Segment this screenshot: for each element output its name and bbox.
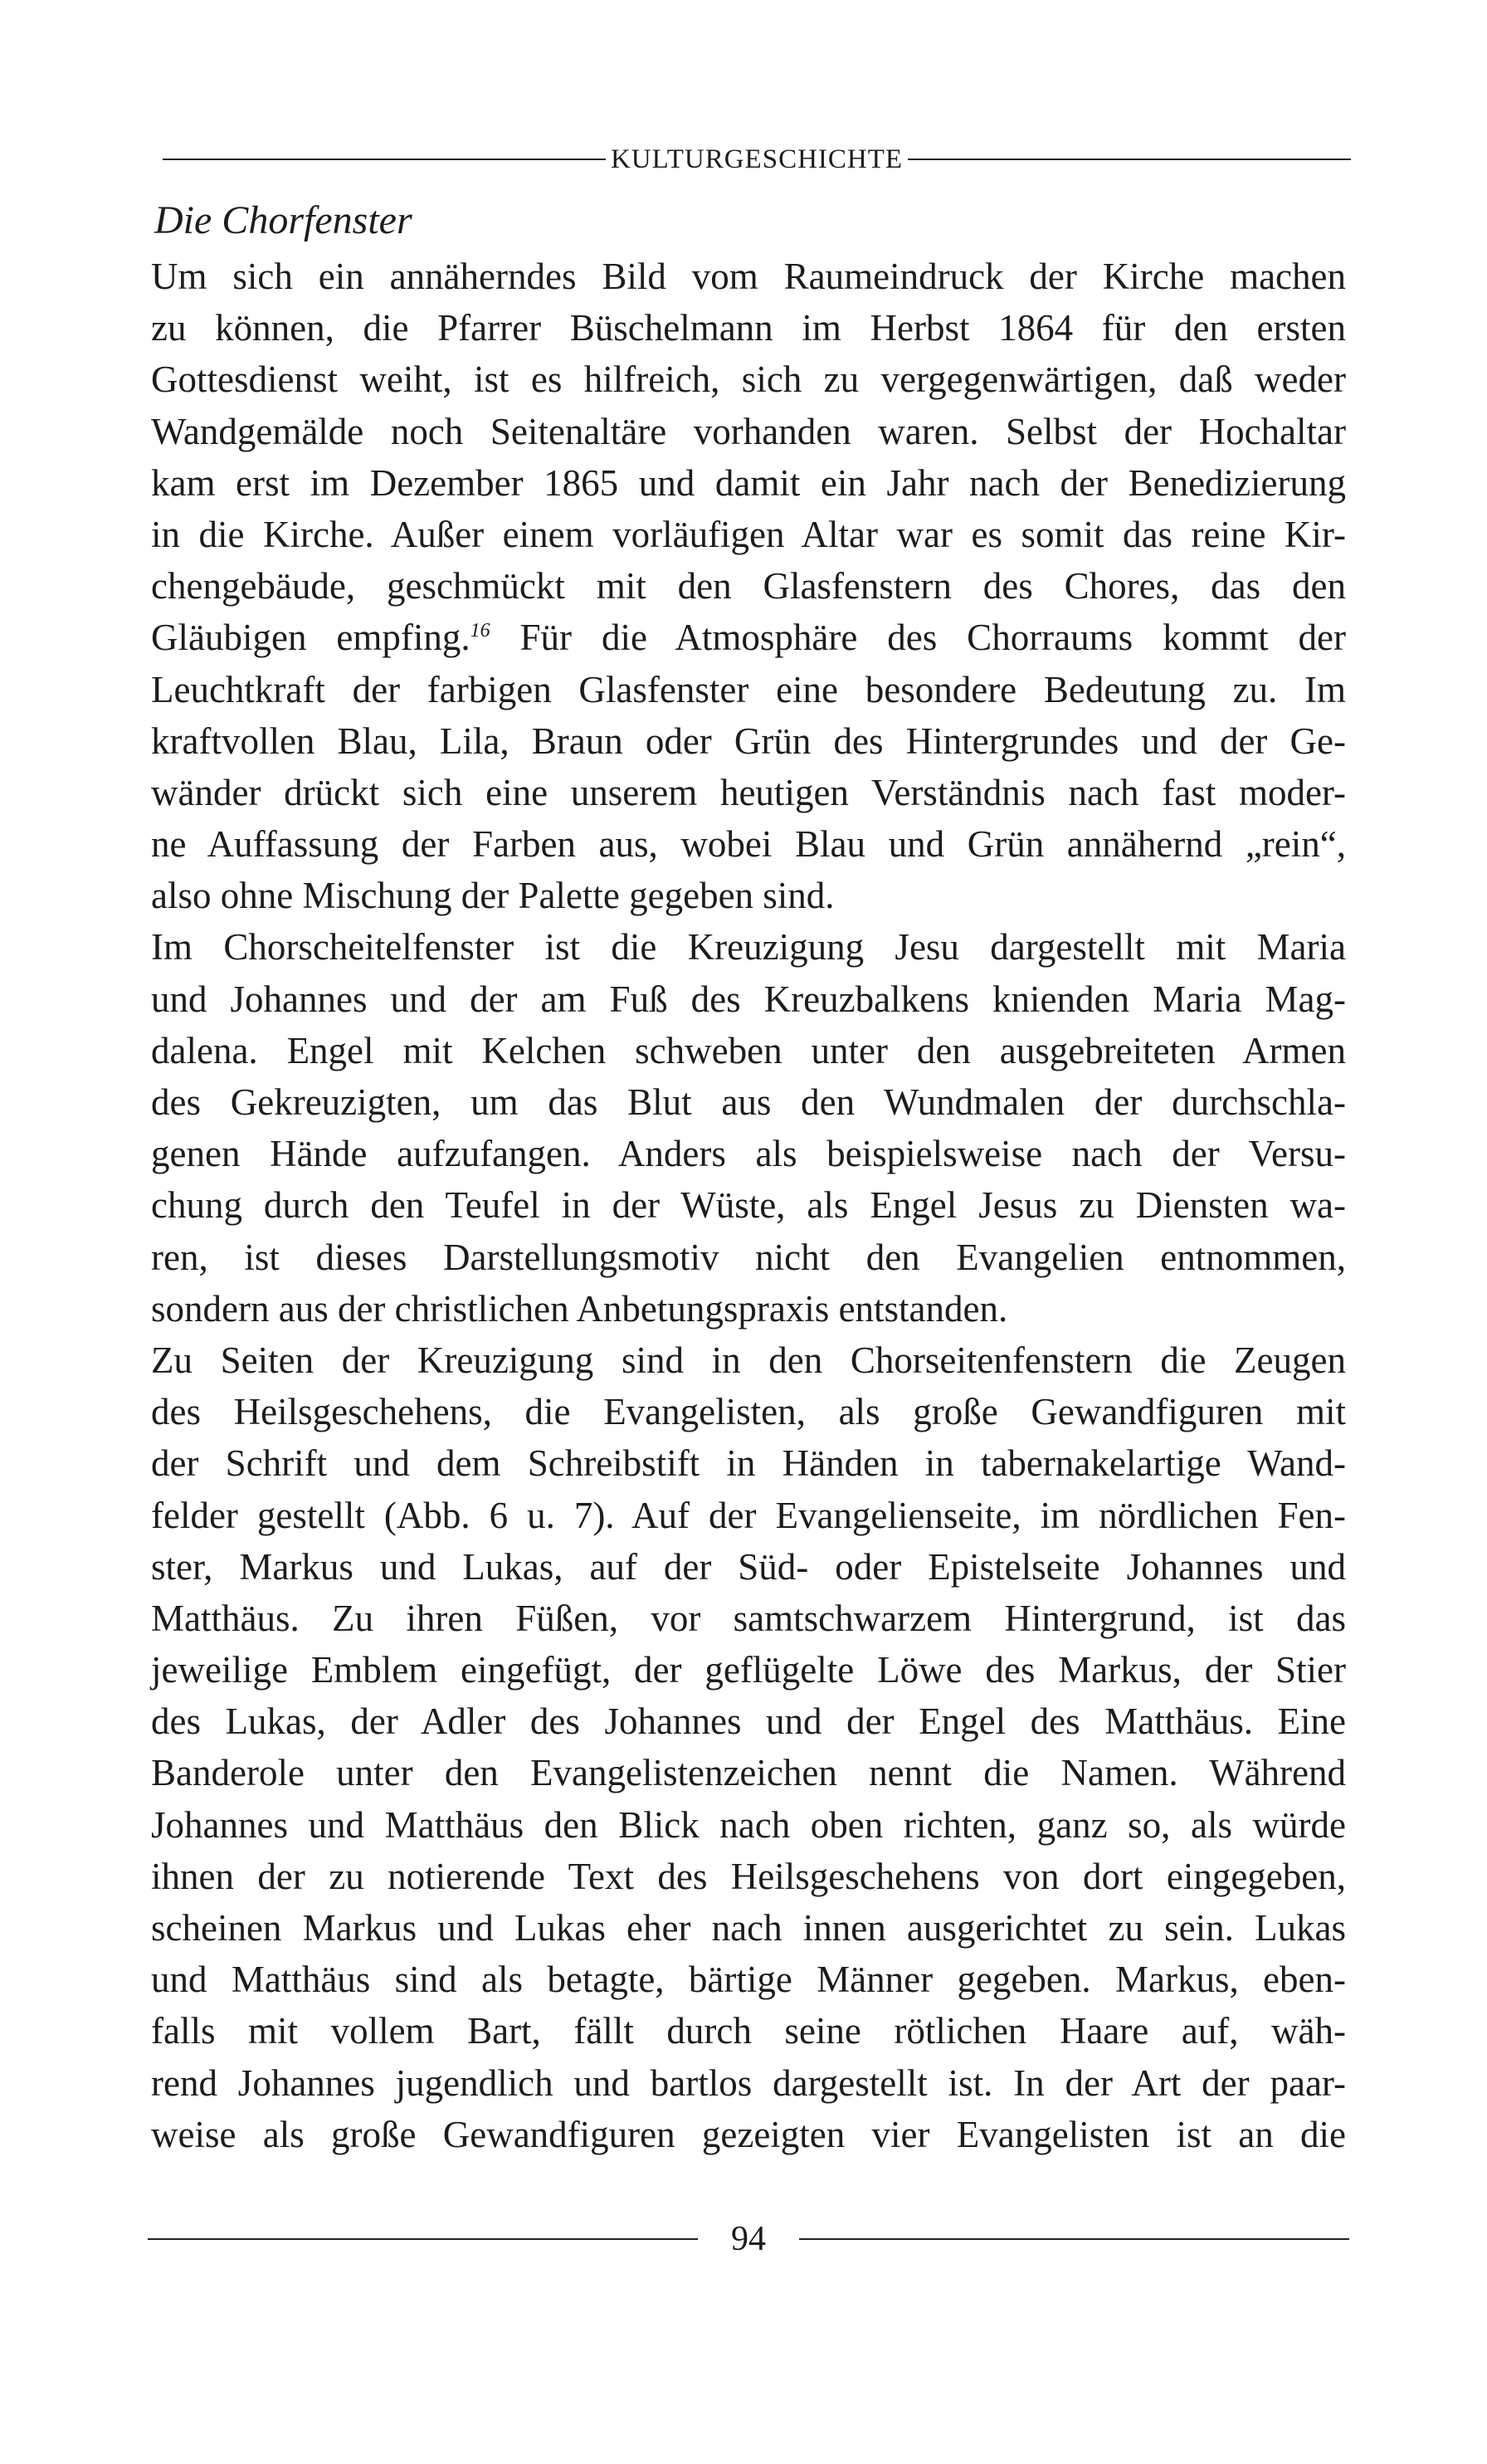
text-line: falls mit vollem Bart, fällt durch seine rötlichen Haare auf, wäh-: [151, 2010, 1346, 2052]
text-line: wänder drückt sich eine unserem heutigen Verständnis nach fast moder-: [151, 771, 1346, 813]
text-line: kraftvollen Blau, Lila, Braun oder Grün des Hintergrundes und der Ge-: [151, 720, 1346, 762]
text-line: rend Johannes jugendlich und bartlos dargestellt ist. In der Art der paar-: [151, 2061, 1346, 2104]
running-title: KULTURGESCHICHTE: [610, 144, 904, 174]
text-line: ihnen der zu notierende Text des Heilsgeschehens von dort eingegeben,: [151, 1855, 1346, 1897]
text-line: Banderole unter den Evangelistenzeichen nennt die Namen. Während: [151, 1752, 1346, 1794]
text-line: Zu Seiten der Kreuzigung sind in den Chorseitenfenstern die Zeugen: [151, 1339, 1346, 1381]
text-line: also ohne Mischung der Palette gegeben sind.: [151, 875, 835, 917]
text-line: dalena. Engel mit Kelchen schweben unter den ausgebreiteten Armen: [151, 1029, 1346, 1071]
text-line: des Lukas, der Adler des Johannes und der Engel des Matthäus. Eine: [151, 1700, 1346, 1743]
text-line: der Schrift und dem Schreibstift in Händen in tabernakelartige Wand-: [151, 1442, 1346, 1485]
text-segment: Für die Atmosphäre des Chorraums kommt der: [490, 617, 1346, 659]
text-line: ne Auffassung der Farben aus, wobei Blau und Grün annähernd „rein“,: [151, 823, 1346, 866]
text-line: jeweilige Emblem eingefügt, der geflügelte Löwe des Markus, der Stier: [151, 1649, 1346, 1691]
header-rule-left: [163, 159, 606, 160]
text-line: in die Kirche. Außer einem vorläufigen Altar war es somit das reine Kir-: [151, 513, 1346, 555]
text-line: weise als große Gewandfiguren gezeigten vier Evangelisten ist an die: [151, 2113, 1346, 2155]
text-line: sondern aus der christlichen Anbetungspraxis entstanden.: [151, 1287, 1008, 1330]
text-line: chengebäude, geschmückt mit den Glasfenstern des Chores, das den: [151, 565, 1346, 607]
running-header: [163, 139, 1351, 179]
text-line: chung durch den Teufel in der Wüste, als Engel Jesus zu Diensten wa-: [151, 1184, 1346, 1227]
section-heading: Die Chorfenster: [154, 198, 412, 242]
text-line: und Johannes und der am Fuß des Kreuzbalkens knienden Maria Mag-: [151, 978, 1346, 1020]
footnote-marker: 16: [470, 620, 490, 642]
text-line: Gottesdienst weiht, ist es hilfreich, sich zu vergegenwärtigen, daß weder: [151, 359, 1346, 401]
text-line: des Gekreuzigten, um das Blut aus den Wundmalen der durchschla-: [151, 1081, 1346, 1123]
text-line: Im Chorscheitelfenster ist die Kreuzigung Jesu dargestellt mit Maria: [151, 926, 1346, 969]
footer-rule-right: [799, 2238, 1349, 2240]
text-line: kam erst im Dezember 1865 und damit ein Jahr nach der Benedizierung: [151, 461, 1346, 504]
text-line: Johannes und Matthäus den Blick nach oben richten, ganz so, als würde: [151, 1803, 1346, 1846]
text-line-with-footnote: [151, 612, 1346, 663]
text-line: ren, ist dieses Darstellungsmotiv nicht den Evangelien entnommen,: [151, 1236, 1346, 1278]
text-line: Matthäus. Zu ihren Füßen, vor samtschwarzem Hintergrund, ist das: [151, 1597, 1346, 1639]
text-line: zu können, die Pfarrer Büschelmann im Herbst 1864 für den ersten: [151, 307, 1346, 349]
text-line: felder gestellt (Abb. 6 u. 7). Auf der Evangelienseite, im nördlichen Fen-: [151, 1494, 1346, 1536]
text-line: und Matthäus sind als betagte, bärtige Männer gegeben. Markus, eben-: [151, 1959, 1346, 2001]
header-rule-right: [908, 159, 1351, 160]
text-line: ster, Markus und Lukas, auf der Süd- oder Epistelseite Johannes und: [151, 1545, 1346, 1588]
text-line: Leuchtkraft der farbigen Glasfenster eine besondere Bedeutung zu. Im: [151, 668, 1346, 710]
text-line: Um sich ein annäherndes Bild vom Raumeindruck der Kirche machen: [151, 256, 1346, 297]
body-text: [151, 251, 1346, 2160]
text-line: des Heilsgeschehens, die Evangelisten, als große Gewandfiguren mit: [151, 1391, 1346, 1433]
text-line: genen Hände aufzufangen. Anders als beispielsweise nach der Versu-: [151, 1133, 1346, 1175]
text-line: scheinen Markus und Lukas eher nach innen ausgerichtet zu sein. Lukas: [151, 1907, 1346, 1949]
text-segment: Gläubigen empfing.: [151, 617, 470, 659]
page-footer: [148, 2214, 1349, 2264]
text-line: Wandgemälde noch Seitenaltäre vorhanden waren. Selbst der Hochaltar: [151, 410, 1346, 452]
footer-rule-left: [148, 2238, 698, 2240]
page-number: 94: [731, 2220, 766, 2258]
